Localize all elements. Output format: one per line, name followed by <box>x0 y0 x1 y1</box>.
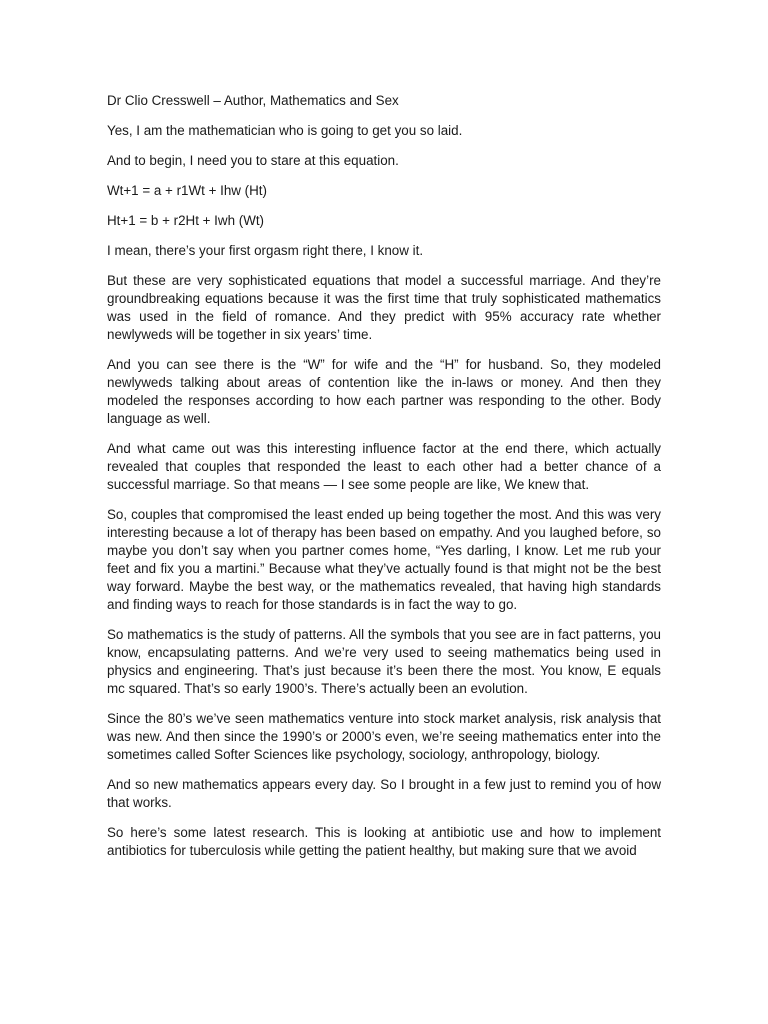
paragraph: And what came out was this interesting influence factor at the end there, which actually revealed that couples that responded the least to each other had a better chance of a successful marriage. So that means — I see some people are like, We knew that. <box>107 441 661 492</box>
paragraph: So here’s some latest research. This is looking at antibiotic use and how to implement antibiotics for tuberculosis while getting the patient healthy, but making sure that we avoid <box>107 825 661 858</box>
paragraph: And so new mathematics appears every day. So I brought in a few just to remind you of how that works. <box>107 777 661 810</box>
paragraph: But these are very sophisticated equations that model a successful marriage. And they’re groundbreaking equations because it was the first time that truly sophisticated mathematics was used in the field of romance. And they predict with 95% accuracy rate whether newlyweds will be together in six years’ time. <box>107 273 661 342</box>
paragraph: And you can see there is the “W” for wife and the “H” for husband. So, they modeled newlyweds talking about areas of contention like the in-laws or money. And then they modeled the responses according to how each partner was responding to the other. Body language as well. <box>107 357 661 426</box>
paragraph: Since the 80’s we’ve seen mathematics venture into stock market analysis, risk analysis that was new. And then since the 1990’s or 2000’s even, we’re seeing mathematics enter into the sometimes called Softer Sciences like psychology, sociology, anthropology, biology. <box>107 711 661 762</box>
paragraph: I mean, there’s your first orgasm right there, I know it. <box>107 243 424 258</box>
equation: Ht+1 = b + r2Ht + Iwh (Wt) <box>107 213 265 228</box>
paragraph: Yes, I am the mathematician who is going to get you so laid. <box>107 123 463 138</box>
paragraph: So mathematics is the study of patterns. All the symbols that you see are in fact patterns, you know, encapsulating patterns. And we’re very used to seeing mathematics being used in physics and engineering. That’s just because it’s been there the most. You know, E equals mc squared. That’s so early 1900’s. There’s actually been an evolution. <box>107 627 661 696</box>
equation: Wt+1 = a + r1Wt + Ihw (Ht) <box>107 183 267 198</box>
paragraph: So, couples that compromised the least ended up being together the most. And this was very interesting because a lot of therapy has been based on empathy. And you laughed before, so maybe you don’t say when you partner comes home, “Yes darling, I know. Let me rub your feet and fix you a martini.” Because what they’ve actually found is that might not be the best way forward. Maybe the best way, or the mathematics revealed, that having high standards and finding ways to reach for those standards is in fact the way to go. <box>107 507 661 612</box>
document-body <box>107 92 661 872</box>
paragraph: And to begin, I need you to stare at this equation. <box>107 153 399 168</box>
document-title: Dr Clio Cresswell – Author, Mathematics and Sex <box>107 93 399 108</box>
